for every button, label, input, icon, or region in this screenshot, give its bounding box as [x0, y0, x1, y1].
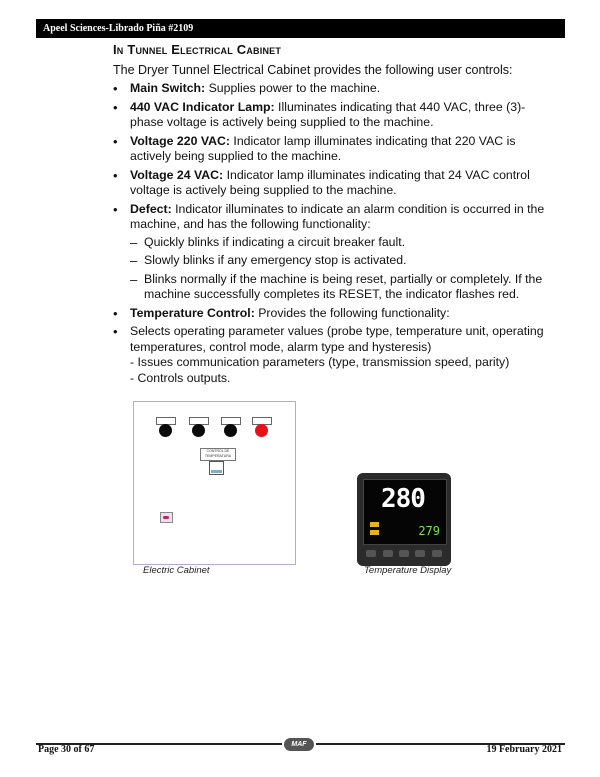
set-value: 279: [418, 524, 440, 538]
status-indicator: [370, 530, 379, 535]
list-item: [113, 168, 553, 199]
list-item: [113, 100, 553, 131]
display-key: [432, 550, 442, 557]
indicator-lamp-24: [224, 424, 237, 437]
page-header: Apeel Sciences-Librado Piña #2109: [36, 19, 565, 38]
company-logo: MAF: [284, 738, 314, 751]
item-text: - Issues communication parameters (type, transmission speed, parity): [130, 355, 510, 369]
item-label: Defect:: [130, 201, 172, 216]
main-switch: [160, 512, 173, 523]
list-item: [113, 324, 553, 386]
section-title: In Tunnel Electrical Cabinet: [113, 42, 282, 57]
intro-paragraph: The Dryer Tunnel Electrical Cabinet provides the following user controls:: [113, 63, 513, 77]
page-number: Page 30 of 67: [38, 744, 95, 755]
list-item: [113, 202, 553, 303]
display-key: [399, 550, 409, 557]
list-item: [113, 134, 553, 165]
indicator-lamp-220: [192, 424, 205, 437]
sub-list-item: – Blinks normally if the machine is being reset, partially or completely. If the machine successfully completes its RESET, the indicator flashes red.: [130, 272, 553, 303]
display-key: [383, 550, 393, 557]
item-text: - Controls outputs.: [130, 370, 231, 385]
item-text: Illuminates indicating that 440 VAC, three (3)-phase voltage is actively being supplied to the machine.: [130, 99, 526, 129]
item-text: • Selects operating parameter values (probe type, temperature unit, operating temperatures, control mode, alarm type and hysteresis): [130, 324, 544, 354]
item-label: 440 VAC Indicator Lamp:: [130, 99, 275, 114]
item-label: Voltage 24 VAC:: [130, 167, 224, 182]
sub-list-item: – Quickly blinks if indicating a circuit breaker fault.: [130, 235, 553, 251]
display-keys: [363, 550, 445, 557]
sub-list-item: – Slowly blinks if any emergency stop is activated.: [130, 253, 553, 269]
item-label: Main Switch:: [130, 81, 206, 95]
temperature-controller: [209, 461, 224, 475]
controls-list: [113, 81, 553, 386]
display-key: [415, 550, 425, 557]
electric-cabinet-diagram: [133, 401, 296, 565]
item-text: Supplies power to the machine.: [205, 81, 381, 95]
document-body: [113, 42, 553, 389]
item-text: Indicator lamp illuminates indicating that 24 VAC control voltage is actively being supplied to the machine.: [130, 167, 530, 197]
cabinet-caption: Electric Cabinet: [143, 565, 210, 576]
process-value: 280: [381, 484, 425, 514]
item-text: Indicator lamp illuminates indicating that 220 VAC is actively being supplied to the machine.: [130, 133, 516, 163]
item-label: Voltage 220 VAC:: [130, 133, 230, 148]
status-indicator: [370, 522, 379, 527]
list-item: [113, 81, 553, 97]
display-screen: [363, 479, 447, 545]
list-item: [113, 306, 553, 322]
display-caption: Temperature Display: [364, 565, 452, 576]
display-key: [366, 550, 376, 557]
temperature-control-label: CONTROL DE TEMPERATURA: [200, 448, 236, 461]
footer-date: 19 February 2021: [486, 744, 562, 755]
item-text: Indicator illuminates to indicate an alarm condition is occurred in the machine, and has the following functionality:: [130, 201, 545, 231]
item-text: Provides the following functionality:: [254, 305, 450, 320]
defect-lamp: [255, 424, 268, 437]
temperature-display-photo: [357, 473, 451, 566]
item-label: Temperature Control:: [130, 305, 255, 320]
defect-sublist: [130, 235, 553, 303]
indicator-lamp-440: [159, 424, 172, 437]
